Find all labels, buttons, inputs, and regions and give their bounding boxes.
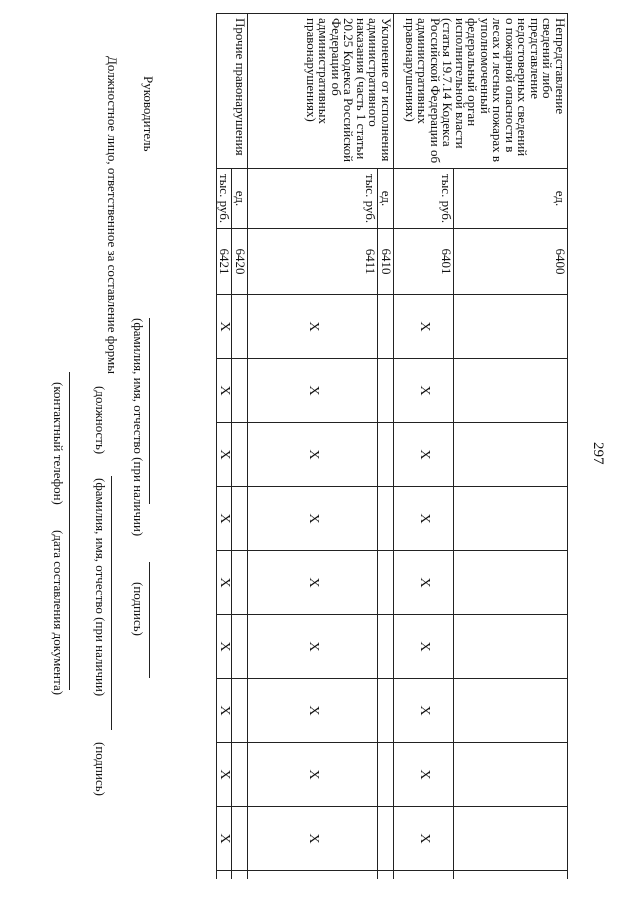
cross-mark: X: [248, 295, 378, 359]
cross-mark: X: [248, 743, 378, 807]
statistics-table: [216, 13, 568, 879]
cross-mark: X: [248, 423, 378, 487]
unit-cell: ед.: [378, 169, 394, 229]
cross-mark: X: [217, 743, 233, 807]
cross-mark: X: [248, 807, 378, 871]
head-fio-line: [149, 318, 150, 504]
code-cell: 6401: [394, 229, 454, 295]
date-caption: (дата составления документа): [51, 530, 66, 696]
cross-mark: X: [217, 295, 233, 359]
cross-mark: X: [394, 615, 454, 679]
cross-mark: X: [217, 359, 233, 423]
contact-line: [69, 372, 70, 690]
table-row: [378, 14, 394, 879]
page-number: 297: [590, 442, 606, 465]
head-fio-caption: (фамилия, имя, отчество (при наличии): [131, 318, 146, 537]
cross-mark: X: [217, 487, 233, 551]
code-cell: 6400: [454, 229, 568, 295]
cross-mark: X: [217, 551, 233, 615]
official-sign-caption: (подпись): [93, 742, 108, 796]
cross-mark: X: [394, 359, 454, 423]
official-label: Должностное лицо, ответственное за составление формы: [105, 56, 120, 374]
cross-mark: X: [217, 679, 233, 743]
cross-mark: X: [394, 295, 454, 359]
row-label: Прочие правонарушения: [217, 14, 248, 169]
cross-mark: X: [394, 551, 454, 615]
cross-mark: X: [248, 487, 378, 551]
cross-mark: X: [394, 679, 454, 743]
table-row: [454, 14, 568, 879]
unit-cell: тыс. руб.: [394, 169, 454, 229]
cross-mark: X: [217, 423, 233, 487]
row-label: Уклонение от исполнения административного наказания (часть 1 статьи 20.25 Кодекса Российской Федерации об административных правонарушениях): [248, 14, 394, 169]
cross-mark: X: [394, 423, 454, 487]
position-caption: (должность): [93, 386, 108, 455]
cross-mark: X: [217, 807, 233, 871]
head-sign-caption: (подпись): [131, 582, 146, 636]
cross-mark: X: [394, 807, 454, 871]
official-fio-line: [111, 476, 112, 730]
cross-mark: X: [394, 487, 454, 551]
code-cell: 6411: [248, 229, 378, 295]
phone-caption: (контактный телефон): [51, 382, 66, 505]
code-cell: 6420: [232, 229, 248, 295]
cross-mark: X: [248, 551, 378, 615]
cross-mark: X: [248, 615, 378, 679]
head-sign-line: [149, 562, 150, 678]
cross-mark: X: [394, 743, 454, 807]
unit-cell: тыс. руб.: [217, 169, 233, 229]
row-label: Непредставление сведений либо представление недостоверных сведений о пожарной опасности в лесах и лесных пожарах в уполномоченный федеральный орган исполнительной власти (статья 19.7.14 Кодекса Российской Федерации об административных правонарушениях): [394, 14, 568, 169]
code-cell: 6421: [217, 229, 233, 295]
cross-mark: X: [248, 679, 378, 743]
table-row: [232, 14, 248, 879]
head-label: Руководитель: [141, 76, 156, 152]
official-fio-caption: (фамилия, имя, отчество (при наличии): [93, 478, 108, 697]
unit-cell: тыс. руб.: [248, 169, 378, 229]
unit-cell: ед.: [232, 169, 248, 229]
cross-mark: X: [248, 359, 378, 423]
cross-mark: X: [217, 615, 233, 679]
code-cell: 6410: [378, 229, 394, 295]
unit-cell: ед.: [454, 169, 568, 229]
